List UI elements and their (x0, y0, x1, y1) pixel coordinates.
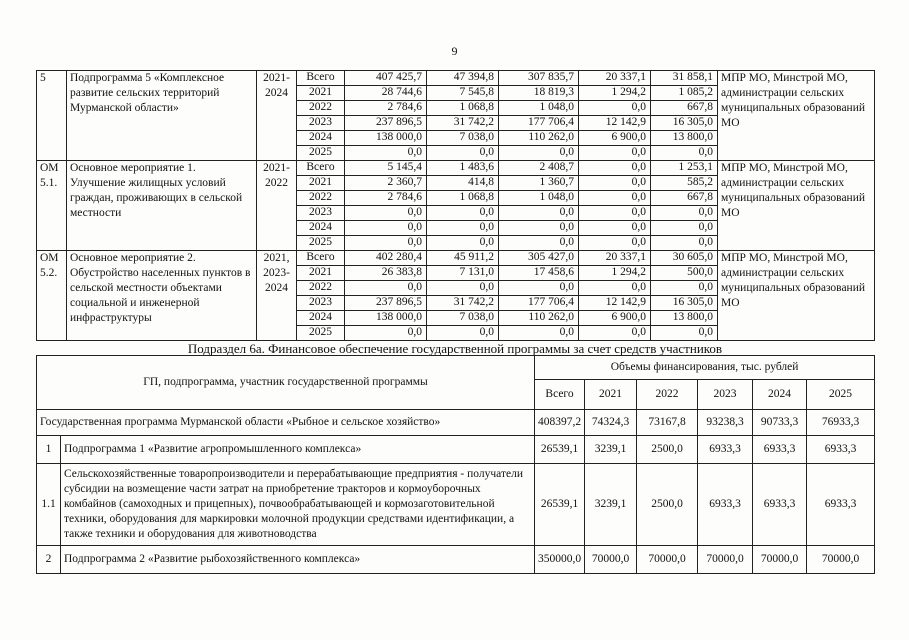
year-cell: 2024 (297, 131, 345, 146)
value-cell: 93238,3 (698, 410, 753, 436)
table-row (37, 464, 875, 546)
year-cell: 2021 (297, 86, 345, 101)
row-period: 2021-2022 (257, 161, 297, 251)
value-cell: 1 294,2 (579, 86, 651, 101)
value-cell: 0,0 (651, 236, 718, 251)
year-cell: 2025 (297, 146, 345, 161)
value-cell: 0,0 (579, 206, 651, 221)
value-cell: 31 742,2 (427, 116, 499, 131)
value-cell: 0,0 (651, 206, 718, 221)
year-cell: 2025 (297, 326, 345, 341)
year-header: 2025 (807, 380, 875, 410)
value-cell: 1 294,2 (579, 266, 651, 281)
value-cell: 0,0 (499, 206, 579, 221)
row-name: Подпрограмма 2 «Развитие рыбохозяйственного комплекса» (61, 546, 535, 574)
row-executor: МПР МО, Минстрой МО, администрации сельских муниципальных образований МО (718, 251, 875, 341)
value-cell: 26 383,8 (345, 266, 427, 281)
year-cell: 2023 (297, 296, 345, 311)
value-cell: 0,0 (579, 176, 651, 191)
value-cell: 3239,1 (585, 436, 637, 464)
value-cell: 0,0 (345, 221, 427, 236)
year-cell: 2024 (297, 311, 345, 326)
value-cell: 13 800,0 (651, 131, 718, 146)
year-header: 2023 (698, 380, 753, 410)
participants-finance-table (36, 355, 875, 574)
year-cell: 2025 (297, 236, 345, 251)
row-name: Основное мероприятие 2. Обустройство населенных пунктов в сельской местности объектами социальной и инженерной инфраструктуры (67, 251, 257, 341)
value-cell: 76933,3 (807, 410, 875, 436)
value-cell: 6 900,0 (579, 311, 651, 326)
year-cell: 2022 (297, 281, 345, 296)
year-cell: 2021 (297, 266, 345, 281)
value-cell: 0,0 (345, 206, 427, 221)
year-cell: 2021 (297, 176, 345, 191)
value-cell: 407 425,7 (345, 71, 427, 86)
value-cell: 0,0 (579, 281, 651, 296)
table-row (37, 71, 875, 86)
table-row (37, 410, 875, 436)
table-row (37, 546, 875, 574)
value-cell: 402 280,4 (345, 251, 427, 266)
row-executor: МПР МО, Минстрой МО, администрации сельских муниципальных образований МО (718, 161, 875, 251)
row-executor: МПР МО, Минстрой МО, администрации сельских муниципальных образований МО (718, 71, 875, 161)
value-cell: 0,0 (345, 146, 427, 161)
header-top: Объемы финансирования, тыс. рублей (535, 356, 875, 380)
row-name: Государственная программа Мурманской области «Рыбное и сельское хозяйство» (37, 410, 535, 436)
row-code: 1.1 (37, 464, 61, 546)
row-code: ОМ 5.2. (37, 251, 67, 341)
value-cell: 0,0 (345, 236, 427, 251)
value-cell: 6933,3 (753, 464, 807, 546)
value-cell: 350000,0 (535, 546, 585, 574)
value-cell: 0,0 (579, 236, 651, 251)
value-cell: 20 337,1 (579, 251, 651, 266)
value-cell: 26539,1 (535, 464, 585, 546)
year-header: Всего (535, 380, 585, 410)
value-cell: 408397,2 (535, 410, 585, 436)
value-cell: 16 305,0 (651, 296, 718, 311)
value-cell: 0,0 (579, 101, 651, 116)
value-cell: 0,0 (345, 326, 427, 341)
value-cell: 1 483,6 (427, 161, 499, 176)
year-cell: Всего (297, 161, 345, 176)
row-name: Сельскохозяйственные товаропроизводители и перерабатывающие предприятия - получатели субсидии на возмещение части затрат на приобретение тракторов и кормоуборочных комбайнов (самоходных и прицепных), почвообрабатывающей и кормозаготовительной техники, оборудования для маркировки молочной продукции средствами идентификации, а также техники и оборудования для животноводства (61, 464, 535, 546)
value-cell: 17 458,6 (499, 266, 579, 281)
year-cell: 2023 (297, 206, 345, 221)
value-cell: 2 784,6 (345, 101, 427, 116)
value-cell: 70000,0 (807, 546, 875, 574)
value-cell: 1 068,8 (427, 191, 499, 206)
value-cell: 16 305,0 (651, 116, 718, 131)
page-number: 9 (451, 44, 458, 58)
value-cell: 6933,3 (698, 464, 753, 546)
value-cell: 1 253,1 (651, 161, 718, 176)
value-cell: 414,8 (427, 176, 499, 191)
value-cell: 0,0 (651, 146, 718, 161)
table-row (37, 251, 875, 266)
header-left: ГП, подпрограмма, участник государственной программы (37, 356, 535, 410)
value-cell: 47 394,8 (427, 71, 499, 86)
value-cell: 0,0 (345, 281, 427, 296)
value-cell: 0,0 (579, 326, 651, 341)
value-cell: 0,0 (427, 206, 499, 221)
row-name: Подпрограмма 5 «Комплексное развитие сельских территорий Мурманской области» (67, 71, 257, 161)
value-cell: 1 048,0 (499, 191, 579, 206)
value-cell: 0,0 (651, 281, 718, 296)
value-cell: 6 900,0 (579, 131, 651, 146)
value-cell: 0,0 (651, 221, 718, 236)
value-cell: 2500,0 (637, 436, 698, 464)
row-code: 2 (37, 546, 61, 574)
value-cell: 0,0 (651, 326, 718, 341)
value-cell: 237 896,5 (345, 296, 427, 311)
value-cell: 307 835,7 (499, 71, 579, 86)
value-cell: 31 858,1 (651, 71, 718, 86)
subsection-title: Подраздел 6а. Финансовое обеспечение государственной программы за счет средств участников (187, 341, 723, 356)
row-name: Основное мероприятие 1. Улучшение жилищных условий граждан, проживающих в сельской местности (67, 161, 257, 251)
value-cell: 585,2 (651, 176, 718, 191)
value-cell: 177 706,4 (499, 296, 579, 311)
value-cell: 74324,3 (585, 410, 637, 436)
value-cell: 2 360,7 (345, 176, 427, 191)
value-cell: 6933,3 (807, 464, 875, 546)
table-row (37, 436, 875, 464)
value-cell: 7 038,0 (427, 131, 499, 146)
value-cell: 28 744,6 (345, 86, 427, 101)
value-cell: 31 742,2 (427, 296, 499, 311)
value-cell: 1 360,7 (499, 176, 579, 191)
value-cell: 5 145,4 (345, 161, 427, 176)
value-cell: 0,0 (427, 236, 499, 251)
value-cell: 12 142,9 (579, 296, 651, 311)
year-cell: 2024 (297, 221, 345, 236)
value-cell: 2 408,7 (499, 161, 579, 176)
value-cell: 70000,0 (585, 546, 637, 574)
value-cell: 1 048,0 (499, 101, 579, 116)
value-cell: 70000,0 (753, 546, 807, 574)
value-cell: 73167,8 (637, 410, 698, 436)
value-cell: 3239,1 (585, 464, 637, 546)
year-cell: Всего (297, 251, 345, 266)
value-cell: 26539,1 (535, 436, 585, 464)
year-cell: 2022 (297, 191, 345, 206)
value-cell: 305 427,0 (499, 251, 579, 266)
value-cell: 0,0 (499, 281, 579, 296)
value-cell: 0,0 (579, 161, 651, 176)
year-header: 2022 (637, 380, 698, 410)
value-cell: 1 068,8 (427, 101, 499, 116)
value-cell: 30 605,0 (651, 251, 718, 266)
value-cell: 0,0 (579, 146, 651, 161)
value-cell: 90733,3 (753, 410, 807, 436)
value-cell: 667,8 (651, 191, 718, 206)
value-cell: 237 896,5 (345, 116, 427, 131)
value-cell: 2 784,6 (345, 191, 427, 206)
value-cell: 110 262,0 (499, 131, 579, 146)
value-cell: 0,0 (499, 146, 579, 161)
table-row (37, 161, 875, 176)
value-cell: 667,8 (651, 101, 718, 116)
value-cell: 0,0 (499, 236, 579, 251)
value-cell: 7 545,8 (427, 86, 499, 101)
value-cell: 70000,0 (637, 546, 698, 574)
value-cell: 7 038,0 (427, 311, 499, 326)
value-cell: 6933,3 (753, 436, 807, 464)
value-cell: 0,0 (579, 191, 651, 206)
row-name: Подпрограмма 1 «Развитие агропромышленного комплекса» (61, 436, 535, 464)
value-cell: 0,0 (427, 326, 499, 341)
value-cell: 1 085,2 (651, 86, 718, 101)
value-cell: 0,0 (579, 221, 651, 236)
row-period: 2021-2024 (257, 71, 297, 161)
value-cell: 138 000,0 (345, 131, 427, 146)
value-cell: 12 142,9 (579, 116, 651, 131)
value-cell: 0,0 (427, 146, 499, 161)
row-code: 1 (37, 436, 61, 464)
value-cell: 500,0 (651, 266, 718, 281)
row-code: ОМ 5.1. (37, 161, 67, 251)
value-cell: 177 706,4 (499, 116, 579, 131)
value-cell: 6933,3 (807, 436, 875, 464)
value-cell: 20 337,1 (579, 71, 651, 86)
value-cell: 0,0 (499, 326, 579, 341)
year-header: 2024 (753, 380, 807, 410)
value-cell: 7 131,0 (427, 266, 499, 281)
value-cell: 0,0 (499, 221, 579, 236)
value-cell: 70000,0 (698, 546, 753, 574)
year-header: 2021 (585, 380, 637, 410)
row-period: 2021, 2023-2024 (257, 251, 297, 341)
value-cell: 6933,3 (698, 436, 753, 464)
year-cell: 2022 (297, 101, 345, 116)
upper-finance-table (36, 70, 875, 341)
value-cell: 18 819,3 (499, 86, 579, 101)
value-cell: 45 911,2 (427, 251, 499, 266)
value-cell: 138 000,0 (345, 311, 427, 326)
year-cell: 2023 (297, 116, 345, 131)
year-cell: Всего (297, 71, 345, 86)
value-cell: 2500,0 (637, 464, 698, 546)
value-cell: 110 262,0 (499, 311, 579, 326)
row-code: 5 (37, 71, 67, 161)
value-cell: 0,0 (427, 281, 499, 296)
value-cell: 13 800,0 (651, 311, 718, 326)
value-cell: 0,0 (427, 221, 499, 236)
